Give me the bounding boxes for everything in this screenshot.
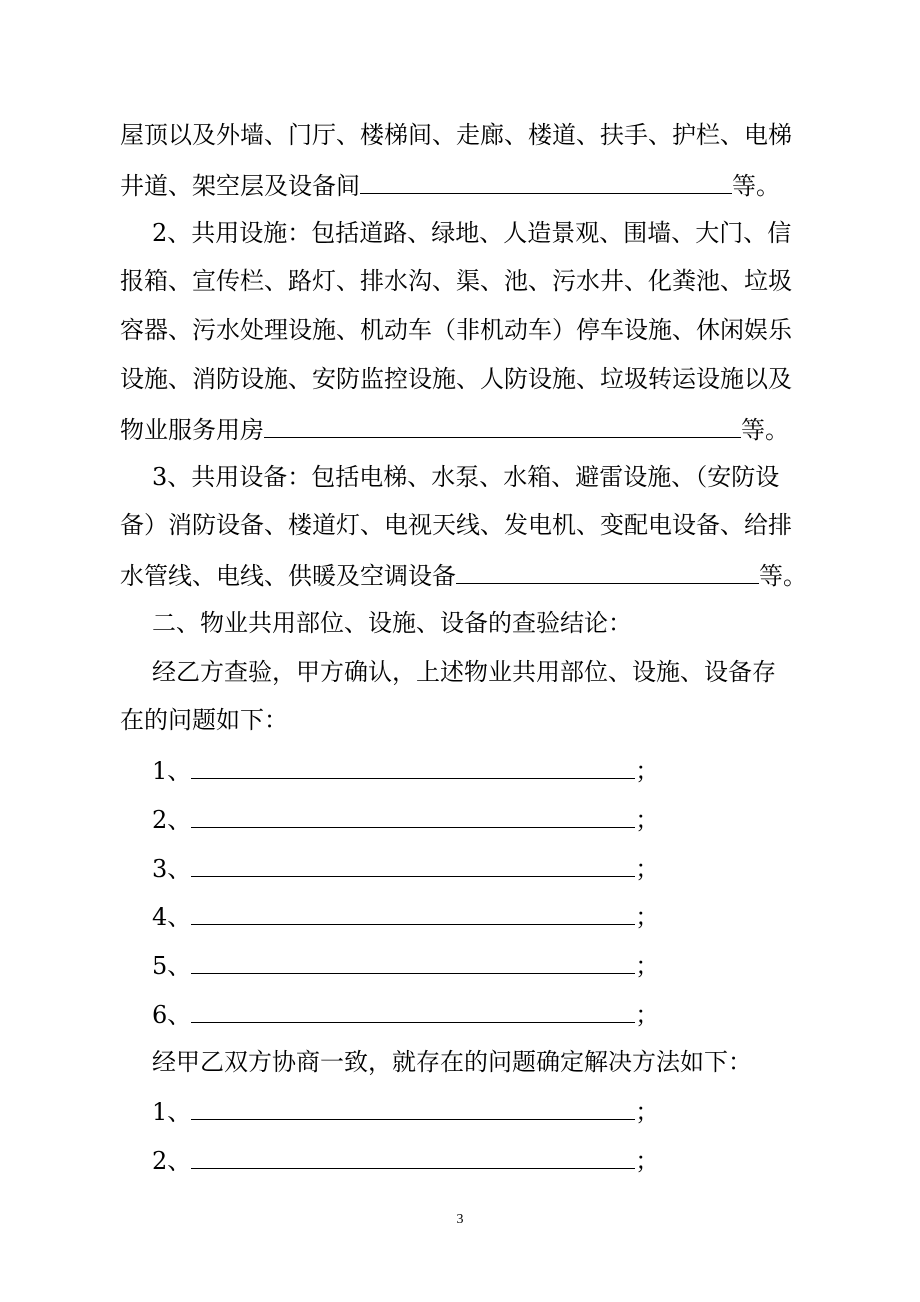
item-number: 3、 [152,855,192,883]
problem-item [152,754,659,786]
item-end: ； [635,952,660,980]
paragraph-line [120,413,789,445]
paragraph-line: 在的问题如下： [120,706,288,734]
line-text: 物业服务用房 [120,416,264,444]
item-end: ； [635,1001,660,1029]
problem-item [152,852,659,884]
item-number: 4、 [152,903,192,931]
fill-blank[interactable] [191,754,635,779]
page-number: 3 [456,1212,464,1227]
fill-blank[interactable] [191,949,635,974]
item-number: 5、 [152,952,192,980]
fill-blank[interactable] [191,803,635,828]
paragraph-line: 设施、消防设施、安防监控设施、人防设施、垃圾转运设施以及 [120,365,792,393]
item-number: 2、 [152,1147,192,1175]
line-text: 水管线、电线、供暖及空调设备 [120,562,456,590]
line-end: 等。 [732,172,780,200]
section-heading: 二、物业共用部位、设施、设备的查验结论： [152,609,632,637]
item-end: ； [635,903,660,931]
paragraph-line: 经乙方查验，甲方确认，上述物业共用部位、设施、设备存 [152,658,776,686]
paragraph-line: 经甲乙双方协商一致，就存在的问题确定解决方法如下： [152,1048,752,1076]
paragraph-line: 3、共用设备：包括电梯、水泵、水箱、避雷设施、（安防设 [152,463,780,491]
paragraph-line: 屋顶以及外墙、门厅、楼梯间、走廊、楼道、扶手、护栏、电梯 [120,121,792,149]
item-end: ； [635,757,660,785]
paragraph-line [120,169,780,201]
item-end: ； [635,806,660,834]
paragraph-line: 2、共用设施：包括道路、绿地、人造景观、围墙、大门、信 [152,219,792,247]
item-number: 1、 [152,757,192,785]
paragraph-line: 容器、污水处理设施、机动车（非机动车）停车设施、休闲娱乐 [120,316,792,344]
paragraph-line: 备）消防设备、楼道灯、电视天线、发电机、变配电设备、给排 [120,511,792,539]
fill-blank[interactable] [191,998,635,1023]
fill-blank[interactable] [360,169,732,194]
line-end: 等。 [759,562,807,590]
item-number: 1、 [152,1098,192,1126]
solution-item [152,1144,659,1176]
item-number: 2、 [152,806,192,834]
paragraph-line: 报箱、宣传栏、路灯、排水沟、渠、池、污水井、化粪池、垃圾 [120,267,792,295]
item-number: 6、 [152,1001,192,1029]
fill-blank[interactable] [264,413,741,438]
line-text: 井道、架空层及设备间 [120,172,360,200]
item-end: ； [635,1147,660,1175]
fill-blank[interactable] [191,1095,635,1120]
fill-blank[interactable] [191,852,635,877]
problem-item [152,900,659,932]
problem-item [152,803,659,835]
problem-item [152,998,659,1030]
item-end: ； [635,1098,660,1126]
fill-blank[interactable] [191,1144,635,1169]
line-end: 等。 [741,416,789,444]
fill-blank[interactable] [456,559,759,584]
fill-blank[interactable] [191,900,635,925]
problem-item [152,949,659,981]
paragraph-line [120,559,807,591]
solution-item [152,1095,659,1127]
item-end: ； [635,855,660,883]
